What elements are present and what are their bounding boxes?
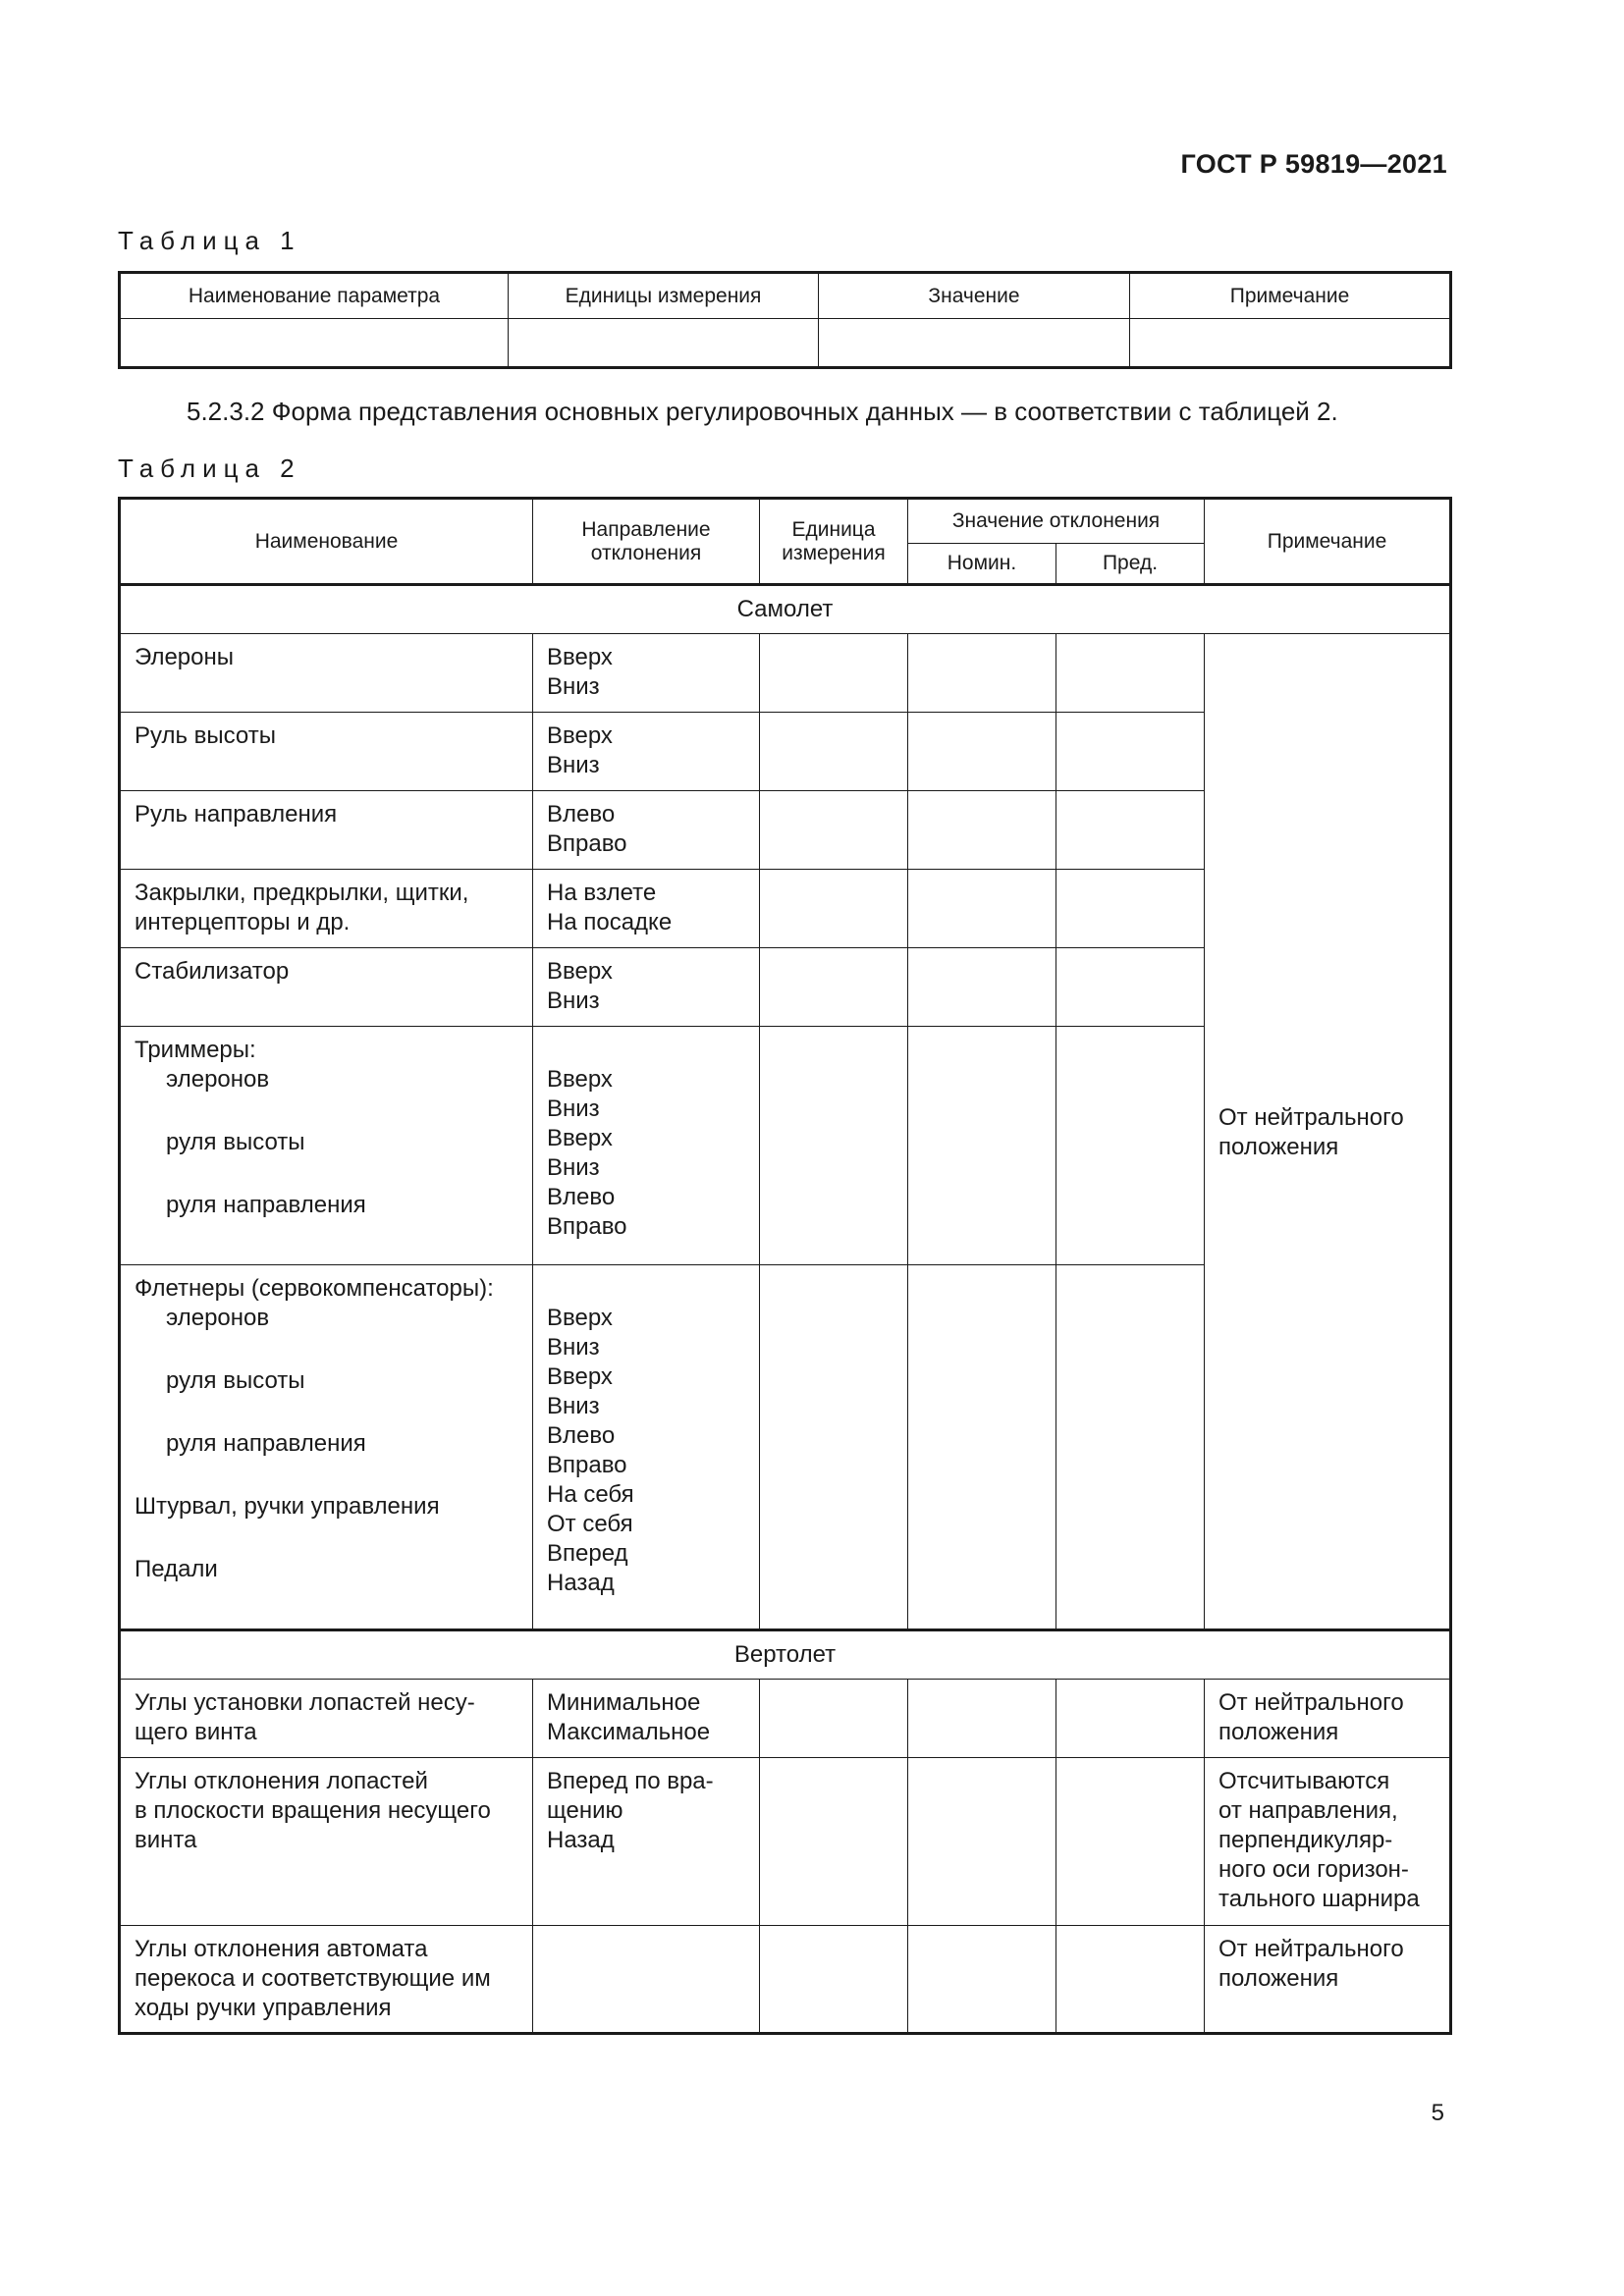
document-code: ГОСТ Р 59819—2021 — [1180, 149, 1447, 179]
row-note: От нейтрального положения — [1205, 1680, 1451, 1758]
row-unit — [760, 948, 908, 1027]
section-row-plane — [120, 585, 1451, 634]
row-nominal — [908, 1926, 1056, 2034]
row-unit — [760, 870, 908, 948]
row-limit — [1056, 870, 1205, 948]
header-note: Примечание — [1205, 499, 1451, 585]
row-nominal — [908, 1027, 1056, 1265]
row-limit — [1056, 1758, 1205, 1926]
table-1 — [118, 271, 1452, 369]
row-unit — [760, 1265, 908, 1630]
header-unit: Единица измерения — [760, 499, 908, 585]
row-name: Триммеры: элеронов руля высоты руля направления — [120, 1027, 533, 1265]
row-limit — [1056, 1926, 1205, 2034]
table1-cell — [1130, 319, 1451, 368]
row-direction: Вверх Вниз Вверх Вниз Влево Вправо На себя От себя Вперед Назад — [533, 1265, 760, 1630]
table1-cell — [819, 319, 1130, 368]
table1-cell — [509, 319, 819, 368]
row-name: Руль направления — [120, 791, 533, 870]
row-unit — [760, 1926, 908, 2034]
plane-note: От нейтрального положения — [1205, 634, 1451, 1630]
row-direction: Вверх Вниз Вверх Вниз Влево Вправо — [533, 1027, 760, 1265]
table1-header-row — [120, 273, 1451, 319]
row-unit — [760, 1027, 908, 1265]
row-nominal — [908, 1680, 1056, 1758]
row-direction: Вверх Вниз — [533, 713, 760, 791]
table2-caption: Таблица 2 — [118, 454, 301, 483]
row-direction: Минимальное Максимальное — [533, 1680, 760, 1758]
table1-header-cell: Единицы измерения — [509, 273, 819, 319]
table2-header-row — [120, 499, 1451, 544]
table-row — [120, 1680, 1451, 1758]
row-limit — [1056, 1027, 1205, 1265]
row-nominal — [908, 1265, 1056, 1630]
section-title-heli: Вертолет — [120, 1630, 1451, 1680]
row-name: Флетнеры (сервокомпенсаторы): элеронов руля высоты руля направления Штурвал, ручки управления Педали — [120, 1265, 533, 1630]
page-number: 5 — [1431, 2100, 1444, 2126]
header-deviation: Значение отклонения — [908, 499, 1205, 544]
row-nominal — [908, 713, 1056, 791]
table-2 — [118, 497, 1452, 2035]
table-row — [120, 1926, 1451, 2034]
row-note: От нейтрального положения — [1205, 1926, 1451, 2034]
header-nominal: Номин. — [908, 544, 1056, 585]
table1-cell — [120, 319, 509, 368]
row-unit — [760, 791, 908, 870]
row-limit — [1056, 1680, 1205, 1758]
row-nominal — [908, 791, 1056, 870]
row-limit — [1056, 634, 1205, 713]
table1-header-cell: Наименование параметра — [120, 273, 509, 319]
row-unit — [760, 713, 908, 791]
row-name: Стабилизатор — [120, 948, 533, 1027]
row-direction: Вверх Вниз — [533, 948, 760, 1027]
row-direction: Вперед по вра- щению Назад — [533, 1758, 760, 1926]
row-name: Углы установки лопастей несу- щего винта — [120, 1680, 533, 1758]
row-limit — [1056, 713, 1205, 791]
row-note: Отсчитываются от направления, перпендикуляр- ного оси горизон- тального шарнира — [1205, 1758, 1451, 1926]
row-unit — [760, 634, 908, 713]
row-direction: Влево Вправо — [533, 791, 760, 870]
row-nominal — [908, 1758, 1056, 1926]
header-direction: Направление отклонения — [533, 499, 760, 585]
paragraph-5-2-3-2: 5.2.3.2 Форма представления основных регулировочных данных — в соответствии с таблицей 2. — [187, 397, 1338, 426]
row-name: Руль высоты — [120, 713, 533, 791]
table1-header-cell: Примечание — [1130, 273, 1451, 319]
header-name: Наименование — [120, 499, 533, 585]
table-row — [120, 634, 1451, 713]
header-limit: Пред. — [1056, 544, 1205, 585]
table1-header-cell: Значение — [819, 273, 1130, 319]
row-direction — [533, 1926, 760, 2034]
row-nominal — [908, 948, 1056, 1027]
section-title-plane: Самолет — [120, 585, 1451, 634]
row-name: Углы отклонения автомата перекоса и соответствующие им ходы ручки управления — [120, 1926, 533, 2034]
table-row — [120, 1758, 1451, 1926]
row-name: Закрылки, предкрылки, щитки, интерцепторы и др. — [120, 870, 533, 948]
row-nominal — [908, 870, 1056, 948]
row-limit — [1056, 791, 1205, 870]
section-row-heli — [120, 1630, 1451, 1680]
row-nominal — [908, 634, 1056, 713]
table1-empty-row — [120, 319, 1451, 368]
row-unit — [760, 1680, 908, 1758]
row-unit — [760, 1758, 908, 1926]
table1-caption: Таблица 1 — [118, 226, 301, 255]
row-limit — [1056, 1265, 1205, 1630]
row-limit — [1056, 948, 1205, 1027]
row-name: Элероны — [120, 634, 533, 713]
row-direction: Вверх Вниз — [533, 634, 760, 713]
row-direction: На взлете На посадке — [533, 870, 760, 948]
row-name: Углы отклонения лопастей в плоскости вращения несущего винта — [120, 1758, 533, 1926]
